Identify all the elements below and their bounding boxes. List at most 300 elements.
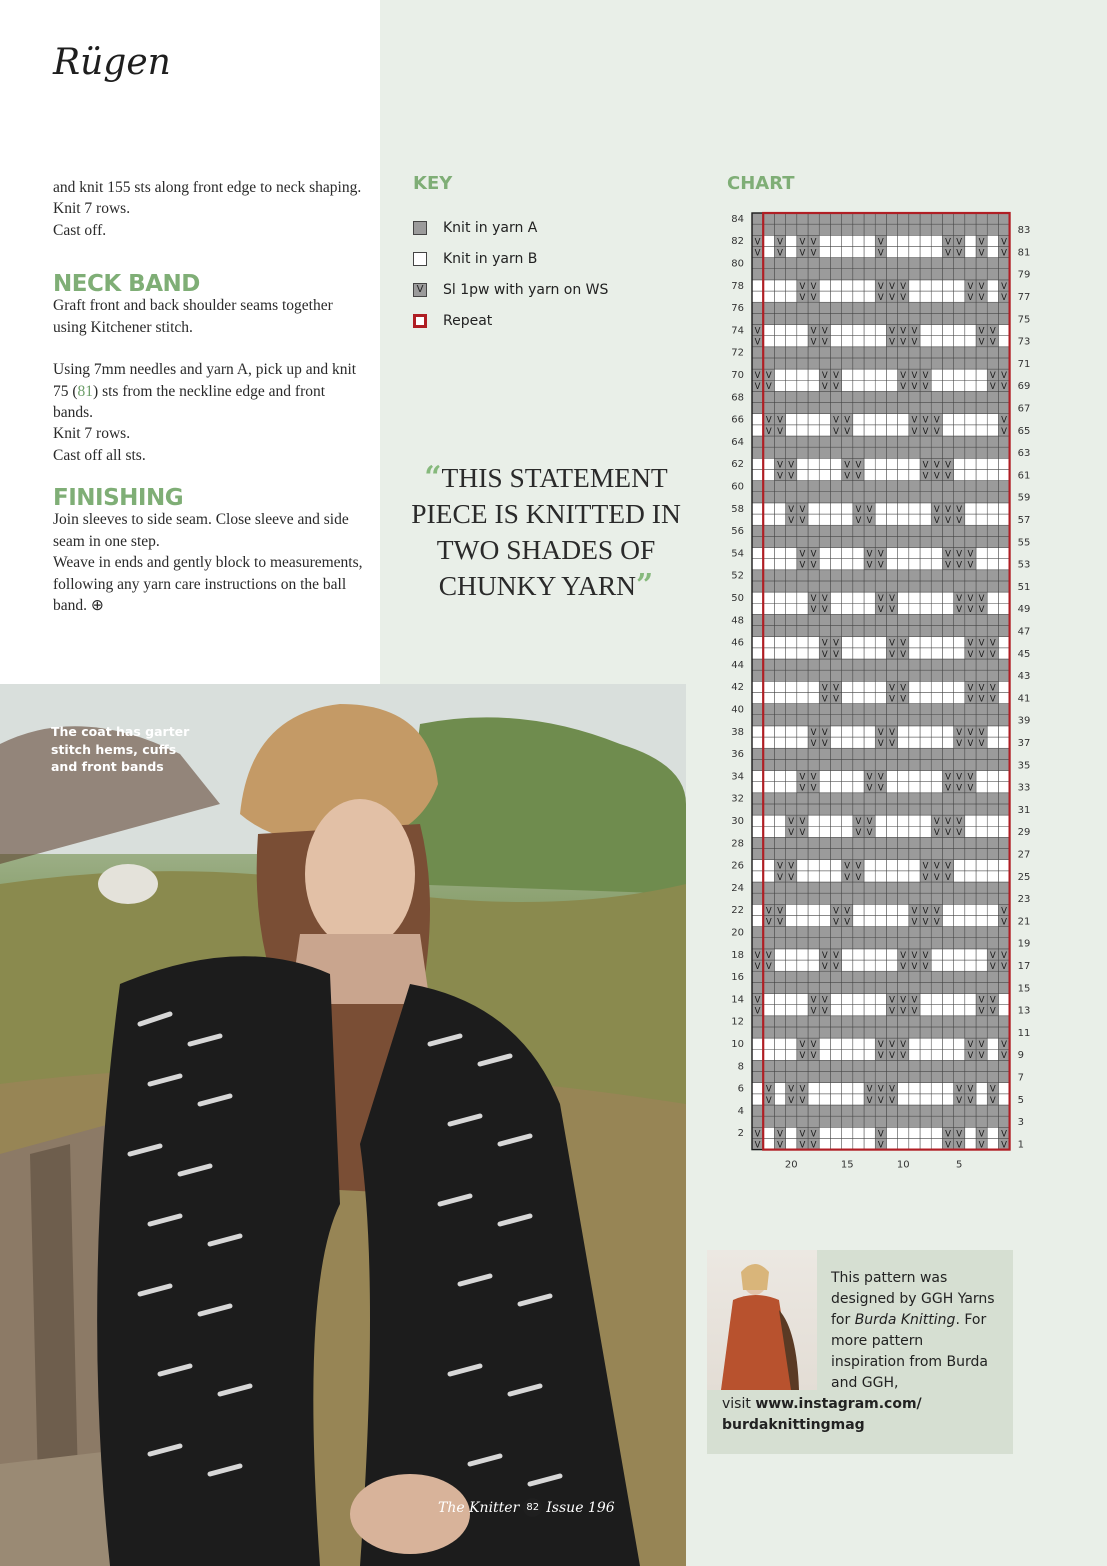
chart-cell bbox=[786, 648, 797, 659]
chart-cell bbox=[808, 826, 819, 837]
chart-cell bbox=[763, 659, 774, 670]
chart-cell bbox=[797, 458, 808, 469]
chart-cell bbox=[987, 481, 998, 492]
chart-cell bbox=[954, 648, 965, 659]
slip-stitch-mark: V bbox=[866, 817, 873, 828]
chart-cell bbox=[752, 492, 763, 503]
chart-cell bbox=[931, 347, 942, 358]
chart-cell bbox=[965, 1105, 976, 1116]
chart-cell bbox=[774, 258, 785, 269]
chart-cell bbox=[853, 771, 864, 782]
chart-cell bbox=[797, 581, 808, 592]
chart-cell bbox=[763, 804, 774, 815]
chart-cell bbox=[987, 971, 998, 982]
chart-cell bbox=[998, 748, 1009, 759]
chart-cell bbox=[898, 358, 909, 369]
chart-cell bbox=[898, 224, 909, 235]
slip-stitch-mark: V bbox=[765, 415, 772, 426]
chart-cell bbox=[886, 447, 897, 458]
chart-cell bbox=[774, 815, 785, 826]
chart-cell bbox=[998, 269, 1009, 280]
chart-cell bbox=[886, 1027, 897, 1038]
chart-cell bbox=[853, 536, 864, 547]
slip-stitch-mark: V bbox=[978, 694, 985, 705]
slip-stitch-mark: V bbox=[889, 293, 895, 303]
chart-cell bbox=[965, 804, 976, 815]
chart-cell bbox=[931, 771, 942, 782]
chart-cell bbox=[976, 503, 987, 514]
chart-cell bbox=[898, 447, 909, 458]
chart-cell bbox=[864, 447, 875, 458]
chart-cell bbox=[797, 313, 808, 324]
chart-cell bbox=[931, 994, 942, 1005]
slip-stitch-mark: V bbox=[889, 605, 895, 616]
chart-cell bbox=[920, 302, 931, 313]
chart-cell bbox=[909, 815, 920, 826]
chart-cell bbox=[808, 904, 819, 915]
slip-stitch-mark: V bbox=[889, 727, 895, 738]
chart-cell bbox=[774, 614, 785, 625]
chart-cell bbox=[942, 280, 953, 291]
slip-stitch-mark: V bbox=[821, 1006, 828, 1017]
slip-stitch-mark: V bbox=[844, 471, 851, 482]
chart-cell bbox=[965, 469, 976, 480]
slip-stitch-mark: V bbox=[754, 1129, 761, 1140]
chart-cell bbox=[920, 447, 931, 458]
slip-stitch-mark: V bbox=[989, 1084, 996, 1095]
chart-cell bbox=[853, 648, 864, 659]
slip-stitch-mark: V bbox=[967, 293, 974, 303]
chart-cell bbox=[830, 548, 841, 559]
chart-cell bbox=[976, 380, 987, 391]
chart-cell bbox=[965, 1060, 976, 1071]
chart-cell bbox=[819, 1072, 830, 1083]
chart-cell bbox=[752, 358, 763, 369]
chart-cell bbox=[875, 570, 886, 581]
chart-cell bbox=[987, 860, 998, 871]
chart-cell bbox=[864, 536, 875, 547]
slip-stitch-mark: V bbox=[765, 1095, 772, 1106]
chart-cell bbox=[875, 436, 886, 447]
chart-cell bbox=[797, 1116, 808, 1127]
chart-cell bbox=[875, 369, 886, 380]
chart-cell bbox=[954, 626, 965, 637]
slip-stitch-mark: V bbox=[833, 950, 839, 961]
slip-stitch-mark: V bbox=[911, 415, 918, 426]
chart-cell bbox=[842, 715, 853, 726]
chart-cell bbox=[886, 358, 897, 369]
chart-cell bbox=[763, 737, 774, 748]
chart-cell bbox=[931, 793, 942, 804]
chart-cell bbox=[909, 269, 920, 280]
slip-stitch-mark: V bbox=[978, 337, 985, 348]
chart-cell bbox=[752, 559, 763, 570]
chart-cell bbox=[965, 826, 976, 837]
row-label: 26 bbox=[731, 860, 744, 872]
slip-stitch-mark: V bbox=[922, 906, 929, 917]
slip-stitch-mark: V bbox=[911, 1006, 918, 1017]
chart-cell bbox=[886, 525, 897, 536]
chart-cell bbox=[931, 882, 942, 893]
chart-cell bbox=[752, 525, 763, 536]
chart-cell bbox=[864, 893, 875, 904]
slip-stitch-mark: V bbox=[956, 594, 963, 605]
chart-cell bbox=[752, 626, 763, 637]
chart-cell bbox=[774, 982, 785, 993]
chart-cell bbox=[942, 258, 953, 269]
chart-cell bbox=[920, 927, 931, 938]
chart-cell bbox=[842, 1138, 853, 1149]
chart-cell bbox=[976, 548, 987, 559]
chart-cell bbox=[808, 815, 819, 826]
chart-cell bbox=[853, 235, 864, 246]
credit-text-part: . For more pattern inspiration from Burda and GGH, bbox=[831, 1312, 988, 1391]
chart-cell bbox=[998, 637, 1009, 648]
chart-cell bbox=[853, 414, 864, 425]
chart-cell bbox=[954, 403, 965, 414]
chart-cell bbox=[875, 425, 886, 436]
chart-cell bbox=[763, 971, 774, 982]
chart-cell bbox=[886, 302, 897, 313]
chart-cell bbox=[954, 525, 965, 536]
chart-cell bbox=[786, 570, 797, 581]
slip-stitch-mark: V bbox=[978, 739, 985, 749]
slip-stitch-mark: V bbox=[889, 594, 895, 605]
chart-cell bbox=[808, 692, 819, 703]
row-label: 71 bbox=[1017, 358, 1031, 370]
slip-stitch-mark: V bbox=[967, 281, 974, 292]
chart-cell bbox=[942, 748, 953, 759]
chart-cell bbox=[976, 771, 987, 782]
chart-cell bbox=[942, 570, 953, 581]
chart-cell bbox=[965, 235, 976, 246]
chart-cell bbox=[797, 403, 808, 414]
chart-cell bbox=[842, 793, 853, 804]
chart-cell bbox=[752, 826, 763, 837]
chart-cell bbox=[998, 882, 1009, 893]
chart-cell bbox=[998, 837, 1009, 848]
chart-cell bbox=[864, 648, 875, 659]
chart-cell bbox=[842, 213, 853, 224]
chart-cell bbox=[909, 302, 920, 313]
chart-cell bbox=[830, 659, 841, 670]
slip-stitch-mark: V bbox=[889, 337, 895, 348]
pickup-text: ) sts from the neckline edge and front bands. bbox=[53, 382, 326, 422]
slip-stitch-mark: V bbox=[821, 326, 828, 337]
slip-stitch-mark: V bbox=[967, 605, 974, 616]
chart-cell bbox=[808, 369, 819, 380]
slip-stitch-mark: V bbox=[855, 828, 862, 839]
chart-cell bbox=[786, 269, 797, 280]
chart-cell bbox=[898, 536, 909, 547]
chart-cell bbox=[965, 1116, 976, 1127]
chart-cell bbox=[752, 391, 763, 402]
chart-cell bbox=[774, 826, 785, 837]
chart-cell bbox=[886, 927, 897, 938]
chart-cell bbox=[965, 748, 976, 759]
chart-cell bbox=[920, 1060, 931, 1071]
chart-cell bbox=[842, 603, 853, 614]
slip-stitch-mark: V bbox=[956, 504, 963, 515]
chart-cell bbox=[998, 403, 1009, 414]
chart-cell bbox=[954, 481, 965, 492]
chart-cell bbox=[763, 1072, 774, 1083]
chart-cell bbox=[954, 369, 965, 380]
chart-cell bbox=[763, 481, 774, 492]
chart-cell bbox=[842, 1072, 853, 1083]
slip-stitch-mark: V bbox=[945, 872, 951, 883]
chart-cell bbox=[965, 994, 976, 1005]
chart-cell bbox=[774, 793, 785, 804]
chart-cell bbox=[853, 681, 864, 692]
chart-cell bbox=[752, 737, 763, 748]
chart-cell bbox=[830, 1038, 841, 1049]
slip-stitch-mark: V bbox=[1001, 906, 1007, 917]
chart-cell bbox=[842, 726, 853, 737]
chart-cell bbox=[954, 258, 965, 269]
chart-cell bbox=[886, 759, 897, 770]
chart-cell bbox=[786, 525, 797, 536]
chart-cell bbox=[830, 1105, 841, 1116]
slip-stitch-mark: V bbox=[866, 516, 873, 526]
chart-cell bbox=[931, 626, 942, 637]
chart-cell bbox=[842, 481, 853, 492]
chart-cell bbox=[842, 1005, 853, 1016]
chart-cell bbox=[931, 358, 942, 369]
slip-stitch-mark: V bbox=[989, 962, 996, 972]
chart-cell bbox=[998, 503, 1009, 514]
slip-stitch-mark: V bbox=[900, 995, 907, 1006]
chart-cell bbox=[965, 915, 976, 926]
chart-cell bbox=[875, 994, 886, 1005]
chart-cell bbox=[797, 414, 808, 425]
chart-cell bbox=[976, 269, 987, 280]
chart-cell bbox=[786, 548, 797, 559]
slip-stitch-mark: V bbox=[978, 605, 985, 616]
row-label: 53 bbox=[1017, 559, 1031, 571]
chart-cell bbox=[763, 514, 774, 525]
chart-heading: CHART bbox=[727, 173, 795, 194]
row-label: 11 bbox=[1017, 1027, 1031, 1039]
chart-cell bbox=[886, 793, 897, 804]
chart-cell bbox=[954, 748, 965, 759]
slip-stitch-mark: V bbox=[810, 594, 817, 605]
chart-cell bbox=[786, 425, 797, 436]
chart-cell bbox=[875, 313, 886, 324]
chart-cell bbox=[763, 759, 774, 770]
chart-cell bbox=[976, 826, 987, 837]
chart-cell bbox=[763, 1016, 774, 1027]
chart-cell bbox=[920, 603, 931, 614]
chart-cell bbox=[886, 1072, 897, 1083]
chart-cell bbox=[998, 626, 1009, 637]
slip-stitch-mark: V bbox=[821, 638, 828, 649]
slip-stitch-mark: V bbox=[844, 917, 851, 928]
key-item bbox=[413, 212, 608, 243]
chart-cell bbox=[942, 447, 953, 458]
chart-cell bbox=[998, 570, 1009, 581]
chart-cell bbox=[774, 514, 785, 525]
slip-stitch-mark: V bbox=[799, 516, 806, 526]
chart-cell bbox=[763, 726, 774, 737]
chart-cell bbox=[819, 815, 830, 826]
chart-cell bbox=[909, 614, 920, 625]
chart-cell bbox=[853, 592, 864, 603]
chart-key bbox=[413, 212, 608, 336]
chart-cell bbox=[998, 826, 1009, 837]
finishing-section bbox=[53, 485, 363, 616]
chart-cell bbox=[898, 1138, 909, 1149]
chart-cell bbox=[942, 403, 953, 414]
chart-cell bbox=[954, 637, 965, 648]
chart-cell bbox=[752, 782, 763, 793]
chart-cell bbox=[808, 514, 819, 525]
chart-cell bbox=[763, 1038, 774, 1049]
chart-cell bbox=[830, 570, 841, 581]
chart-cell bbox=[942, 982, 953, 993]
chart-cell bbox=[886, 469, 897, 480]
chart-cell bbox=[898, 458, 909, 469]
chart-cell bbox=[931, 982, 942, 993]
chart-cell bbox=[842, 1094, 853, 1105]
slip-stitch-mark: V bbox=[945, 516, 951, 526]
slip-stitch-mark: V bbox=[877, 1084, 884, 1095]
chart-cell bbox=[965, 982, 976, 993]
chart-cell bbox=[931, 1127, 942, 1138]
chart-cell bbox=[864, 871, 875, 882]
chart-cell bbox=[931, 369, 942, 380]
slip-stitch-mark: V bbox=[989, 382, 996, 393]
slip-stitch-mark: V bbox=[866, 772, 873, 783]
chart-cell bbox=[853, 1016, 864, 1027]
slip-stitch-mark: V bbox=[989, 995, 996, 1006]
chart-cell bbox=[752, 860, 763, 871]
chart-cell bbox=[752, 548, 763, 559]
chart-cell bbox=[931, 681, 942, 692]
row-label: 56 bbox=[731, 526, 744, 538]
chart-cell bbox=[909, 692, 920, 703]
chart-cell bbox=[808, 380, 819, 391]
chart-cell bbox=[808, 213, 819, 224]
chart-cell bbox=[965, 358, 976, 369]
chart-cell bbox=[898, 804, 909, 815]
slip-stitch-mark: V bbox=[833, 683, 839, 694]
chart-cell bbox=[853, 960, 864, 971]
slip-stitch-mark: V bbox=[877, 1040, 884, 1051]
chart-cell bbox=[920, 659, 931, 670]
chart-cell bbox=[987, 280, 998, 291]
slip-stitch-mark: V bbox=[821, 649, 828, 660]
chart-cell bbox=[819, 458, 830, 469]
chart-cell bbox=[998, 592, 1009, 603]
chart-cell bbox=[774, 436, 785, 447]
chart-cell bbox=[830, 670, 841, 681]
chart-cell bbox=[763, 403, 774, 414]
chart-cell bbox=[965, 1127, 976, 1138]
slip-stitch-mark: V bbox=[821, 371, 828, 382]
chart-cell bbox=[954, 849, 965, 860]
chart-cell bbox=[830, 603, 841, 614]
chart-cell bbox=[864, 213, 875, 224]
chart-cell bbox=[763, 927, 774, 938]
chart-cell bbox=[752, 1094, 763, 1105]
chart-cell bbox=[797, 436, 808, 447]
chart-cell bbox=[942, 391, 953, 402]
chart-cell bbox=[931, 380, 942, 391]
slip-stitch-mark: V bbox=[967, 727, 974, 738]
chart-cell bbox=[909, 258, 920, 269]
chart-cell bbox=[920, 614, 931, 625]
chart-cell bbox=[774, 369, 785, 380]
chart-cell bbox=[965, 302, 976, 313]
chart-cell bbox=[998, 1105, 1009, 1116]
chart-cell bbox=[931, 692, 942, 703]
chart-cell bbox=[819, 525, 830, 536]
chart-cell bbox=[786, 994, 797, 1005]
chart-cell bbox=[931, 492, 942, 503]
chart-cell bbox=[842, 258, 853, 269]
slip-stitch-mark: V bbox=[978, 1140, 985, 1151]
chart-cell bbox=[853, 726, 864, 737]
chart-cell bbox=[909, 246, 920, 257]
chart-cell bbox=[898, 1072, 909, 1083]
chart-cell bbox=[786, 325, 797, 336]
chart-cell bbox=[842, 291, 853, 302]
page-number: 82 bbox=[523, 1498, 542, 1517]
chart-cell bbox=[763, 447, 774, 458]
chart-cell bbox=[842, 815, 853, 826]
chart-cell bbox=[842, 1116, 853, 1127]
row-label: 1 bbox=[1017, 1139, 1024, 1151]
slip-stitch-mark: V bbox=[799, 772, 806, 783]
chart-cell bbox=[898, 548, 909, 559]
slip-stitch-mark: V bbox=[889, 281, 895, 292]
chart-cell bbox=[954, 927, 965, 938]
chart-cell bbox=[875, 893, 886, 904]
chart-cell bbox=[774, 938, 785, 949]
chart-cell bbox=[954, 893, 965, 904]
slip-stitch-mark: V bbox=[799, 549, 806, 560]
slip-stitch-mark: V bbox=[978, 1006, 985, 1017]
chart-cell bbox=[808, 1083, 819, 1094]
chart-cell bbox=[875, 626, 886, 637]
chart-cell bbox=[797, 637, 808, 648]
chart-cell bbox=[842, 1049, 853, 1060]
slip-stitch-mark: V bbox=[1001, 962, 1007, 972]
instagram-link[interactable] bbox=[722, 1394, 922, 1436]
chart-cell bbox=[842, 960, 853, 971]
chart-cell bbox=[898, 436, 909, 447]
chart-cell bbox=[819, 581, 830, 592]
chart-cell bbox=[987, 782, 998, 793]
chart-cell bbox=[797, 938, 808, 949]
chart-cell bbox=[830, 882, 841, 893]
chart-cell bbox=[976, 659, 987, 670]
slip-stitch-mark: V bbox=[844, 426, 851, 437]
slip-stitch-mark: V bbox=[945, 817, 951, 828]
chart-cell bbox=[853, 358, 864, 369]
chart-cell bbox=[931, 637, 942, 648]
chart-cell bbox=[875, 849, 886, 860]
chart-cell bbox=[920, 1138, 931, 1149]
chart-cell bbox=[786, 358, 797, 369]
chart-cell bbox=[886, 938, 897, 949]
chart-cell bbox=[819, 492, 830, 503]
chart-cell bbox=[898, 837, 909, 848]
chart-cell bbox=[976, 982, 987, 993]
slip-stitch-mark: V bbox=[889, 1006, 895, 1017]
chart-cell bbox=[752, 269, 763, 280]
